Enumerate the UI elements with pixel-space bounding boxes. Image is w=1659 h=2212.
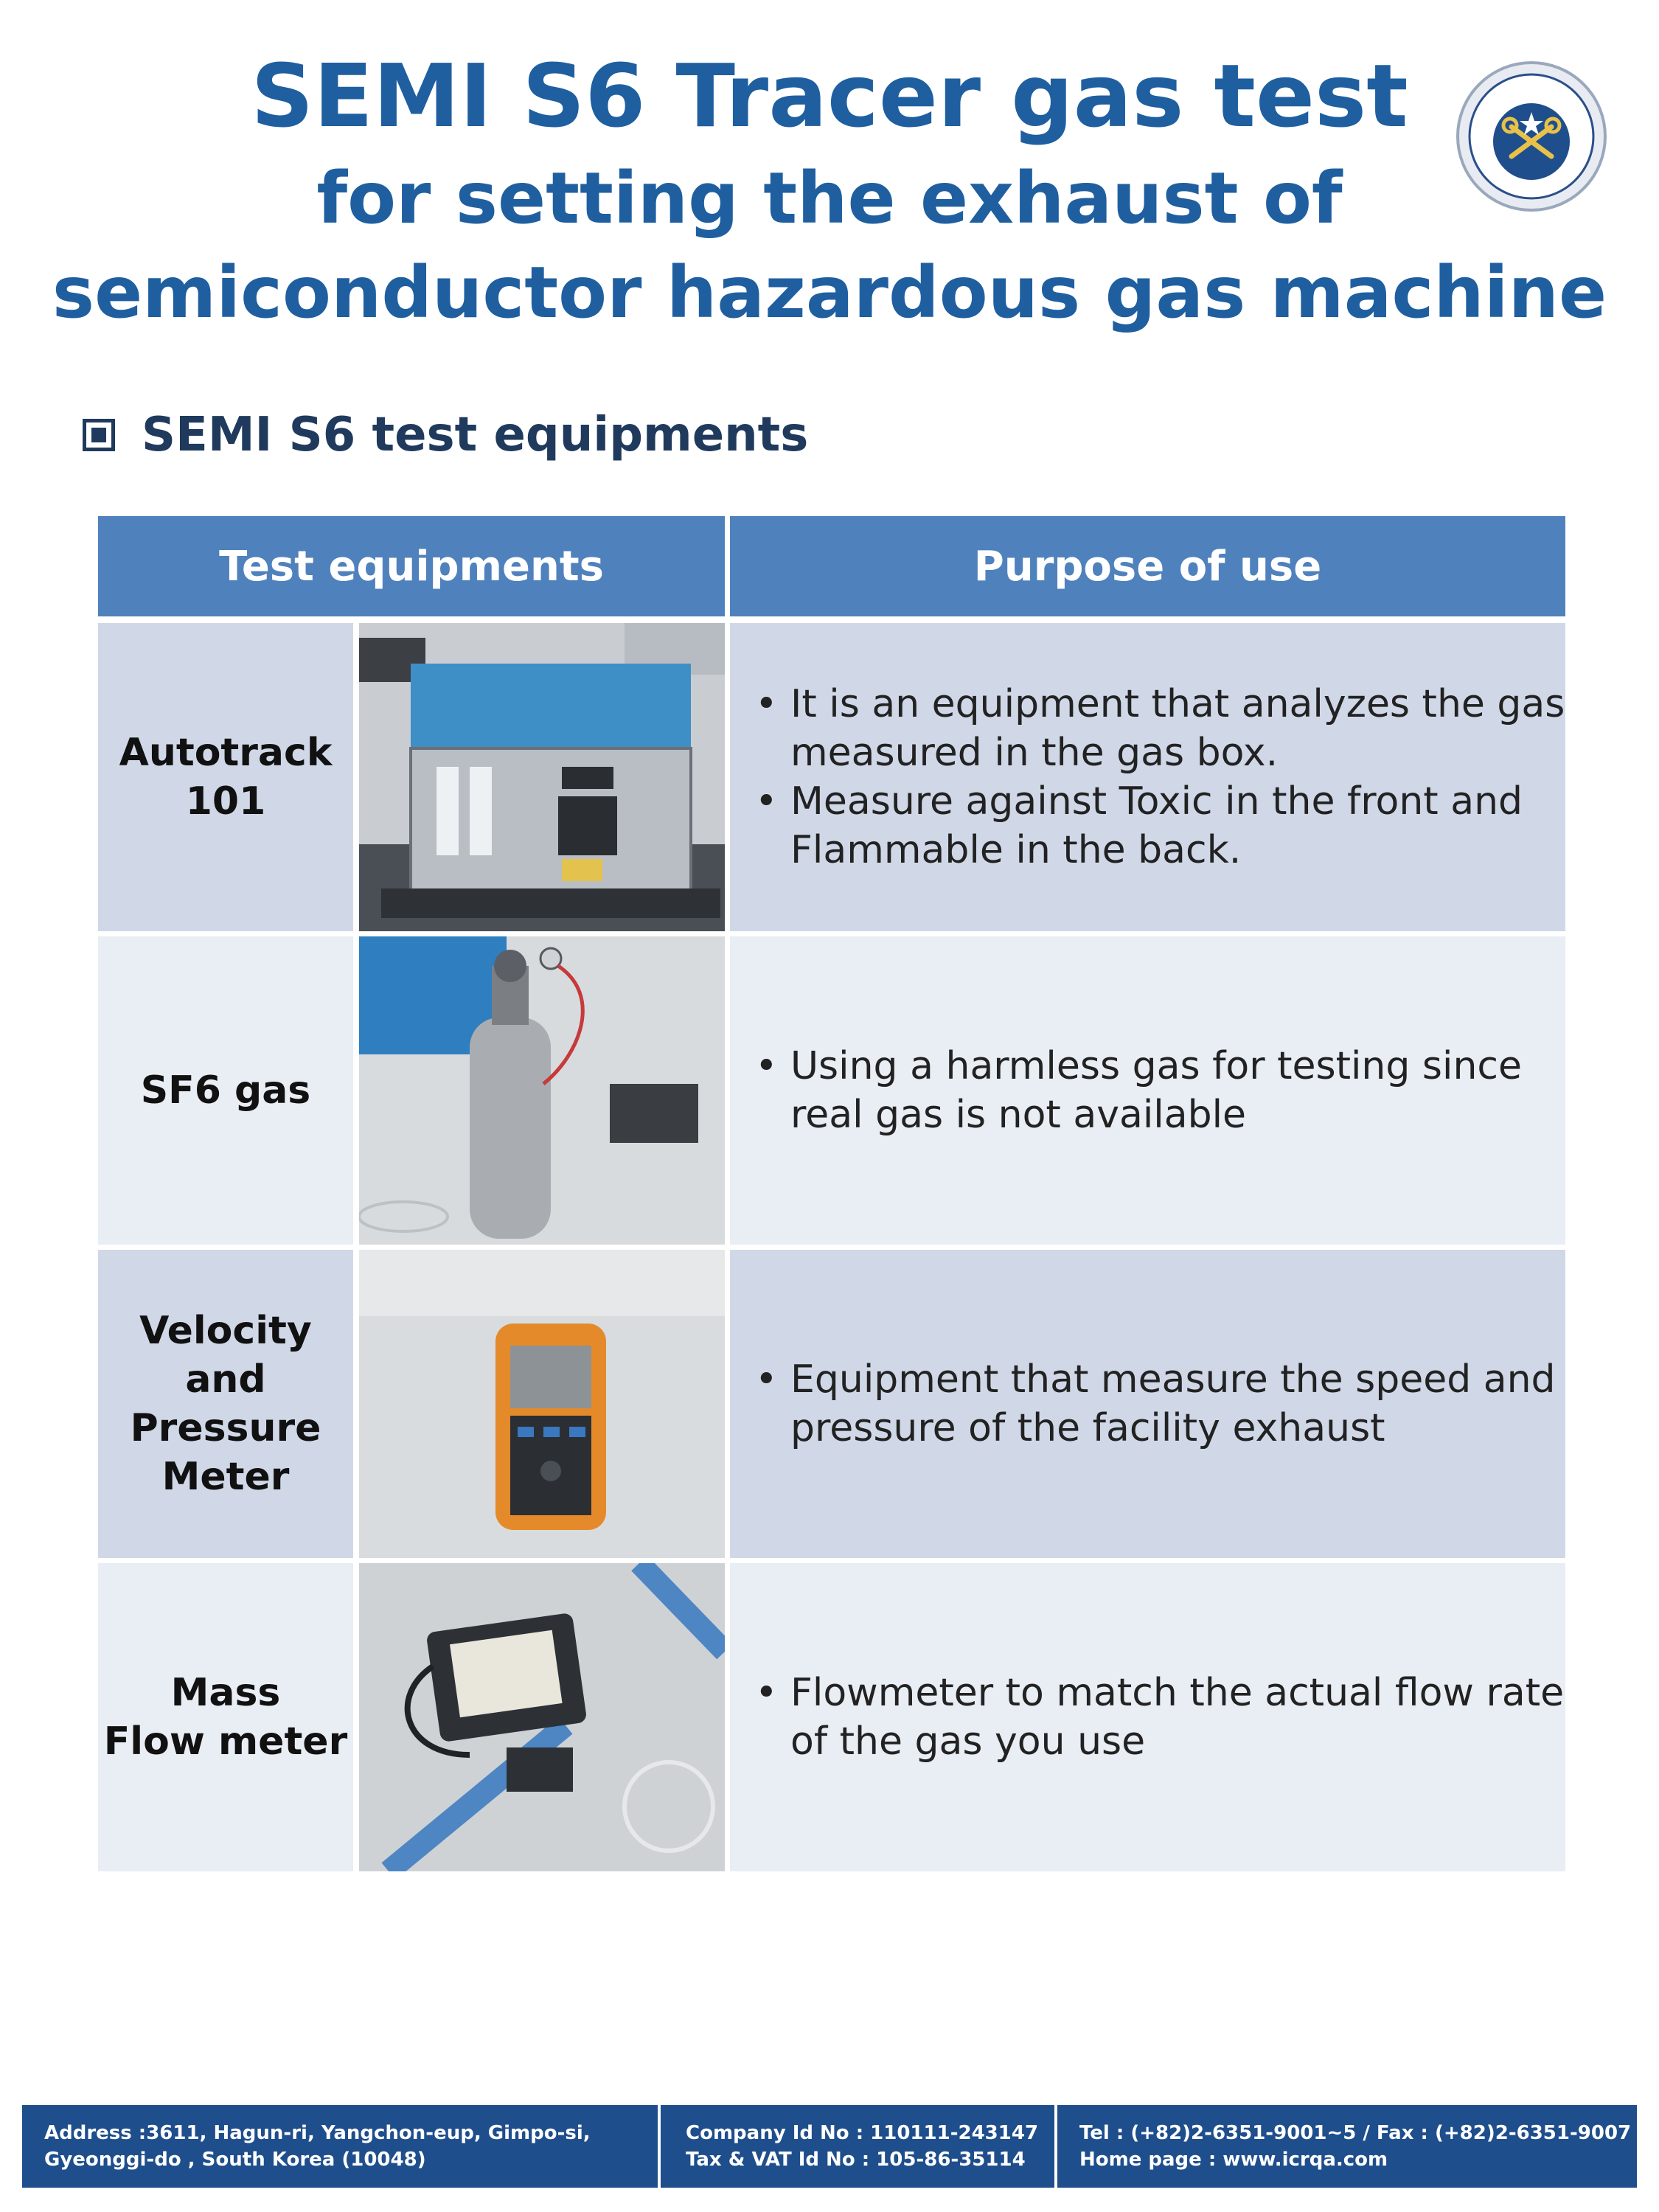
icr-logo: [1454, 59, 1609, 214]
gas-analyzer-photo: [359, 623, 725, 931]
footer-divider: [1054, 2105, 1057, 2188]
section-title: SEMI S6 test equipments: [142, 408, 809, 462]
column-header-equipment: Test equipments: [98, 516, 725, 616]
purpose-text: Using a harmless gas for testing since real gas is not available: [790, 1044, 1522, 1137]
footer-divider: [658, 2105, 661, 2188]
page-title: SEMI S6 Tracer gas test: [251, 45, 1408, 147]
address-line2: Gyeonggi-do , South Korea (10048): [44, 2149, 426, 2171]
address-line1: Address :3611, Hagun-ri, Yangchon-eup, Gimpo-si,: [44, 2122, 591, 2144]
company-id: Company Id No : 110111-243147: [686, 2122, 1039, 2144]
purpose-bullet: • Equipment that measure the speed and pressure of the facility exhaust: [755, 1355, 1565, 1453]
tax-vat-id: Tax & VAT Id No : 105-86-35114: [686, 2149, 1026, 2171]
purpose-text: It is an equipment that analyzes the gas measured in the gas box.: [790, 682, 1565, 775]
column-header-purpose: Purpose of use: [730, 516, 1565, 616]
footer-contact: [1079, 2105, 1631, 2188]
purpose-cell: [730, 1563, 1565, 1871]
page-subtitle-line1: for setting the exhaust of: [316, 157, 1343, 240]
equipment-name: Velocity and Pressure Meter: [98, 1250, 353, 1558]
flow-meter-photo: [359, 1563, 725, 1871]
section-heading: [83, 398, 808, 472]
tel-fax: Tel : (+82)2-6351-9001~5 / Fax : (+82)2-6351-9007: [1079, 2122, 1632, 2144]
homepage-link[interactable]: Home page : www.icrqa.com: [1079, 2149, 1388, 2171]
equipment-name: SF6 gas: [98, 936, 353, 1245]
square-bullet-icon: [83, 419, 115, 451]
purpose-cell: [730, 623, 1565, 931]
gas-cylinder-photo: [359, 936, 725, 1245]
purpose-bullet: • Measure against Toxic in the front and Flammable in the back.: [755, 777, 1565, 874]
purpose-cell: [730, 936, 1565, 1245]
equipment-name: Mass Flow meter: [98, 1563, 353, 1871]
purpose-cell: [730, 1250, 1565, 1558]
purpose-text: Equipment that measure the speed and pressure of the facility exhaust: [790, 1357, 1556, 1450]
purpose-text: Flowmeter to match the actual flow rate of the gas you use: [790, 1671, 1565, 1764]
purpose-bullet: • Flowmeter to match the actual flow rate of the gas you use: [755, 1669, 1565, 1766]
purpose-bullet: • Using a harmless gas for testing since real gas is not available: [755, 1042, 1565, 1139]
footer-bar: [22, 2105, 1637, 2188]
purpose-text: Measure against Toxic in the front and Flammable in the back.: [790, 779, 1523, 872]
purpose-bullet: • It is an equipment that analyzes the gas measured in the gas box.: [755, 680, 1565, 777]
equipment-name: Autotrack 101: [98, 623, 353, 931]
footer-address: [44, 2105, 591, 2188]
pressure-meter-photo: [359, 1250, 725, 1558]
footer-company: [686, 2105, 1038, 2188]
page-subtitle-line2: semiconductor hazardous gas machine: [52, 251, 1607, 334]
